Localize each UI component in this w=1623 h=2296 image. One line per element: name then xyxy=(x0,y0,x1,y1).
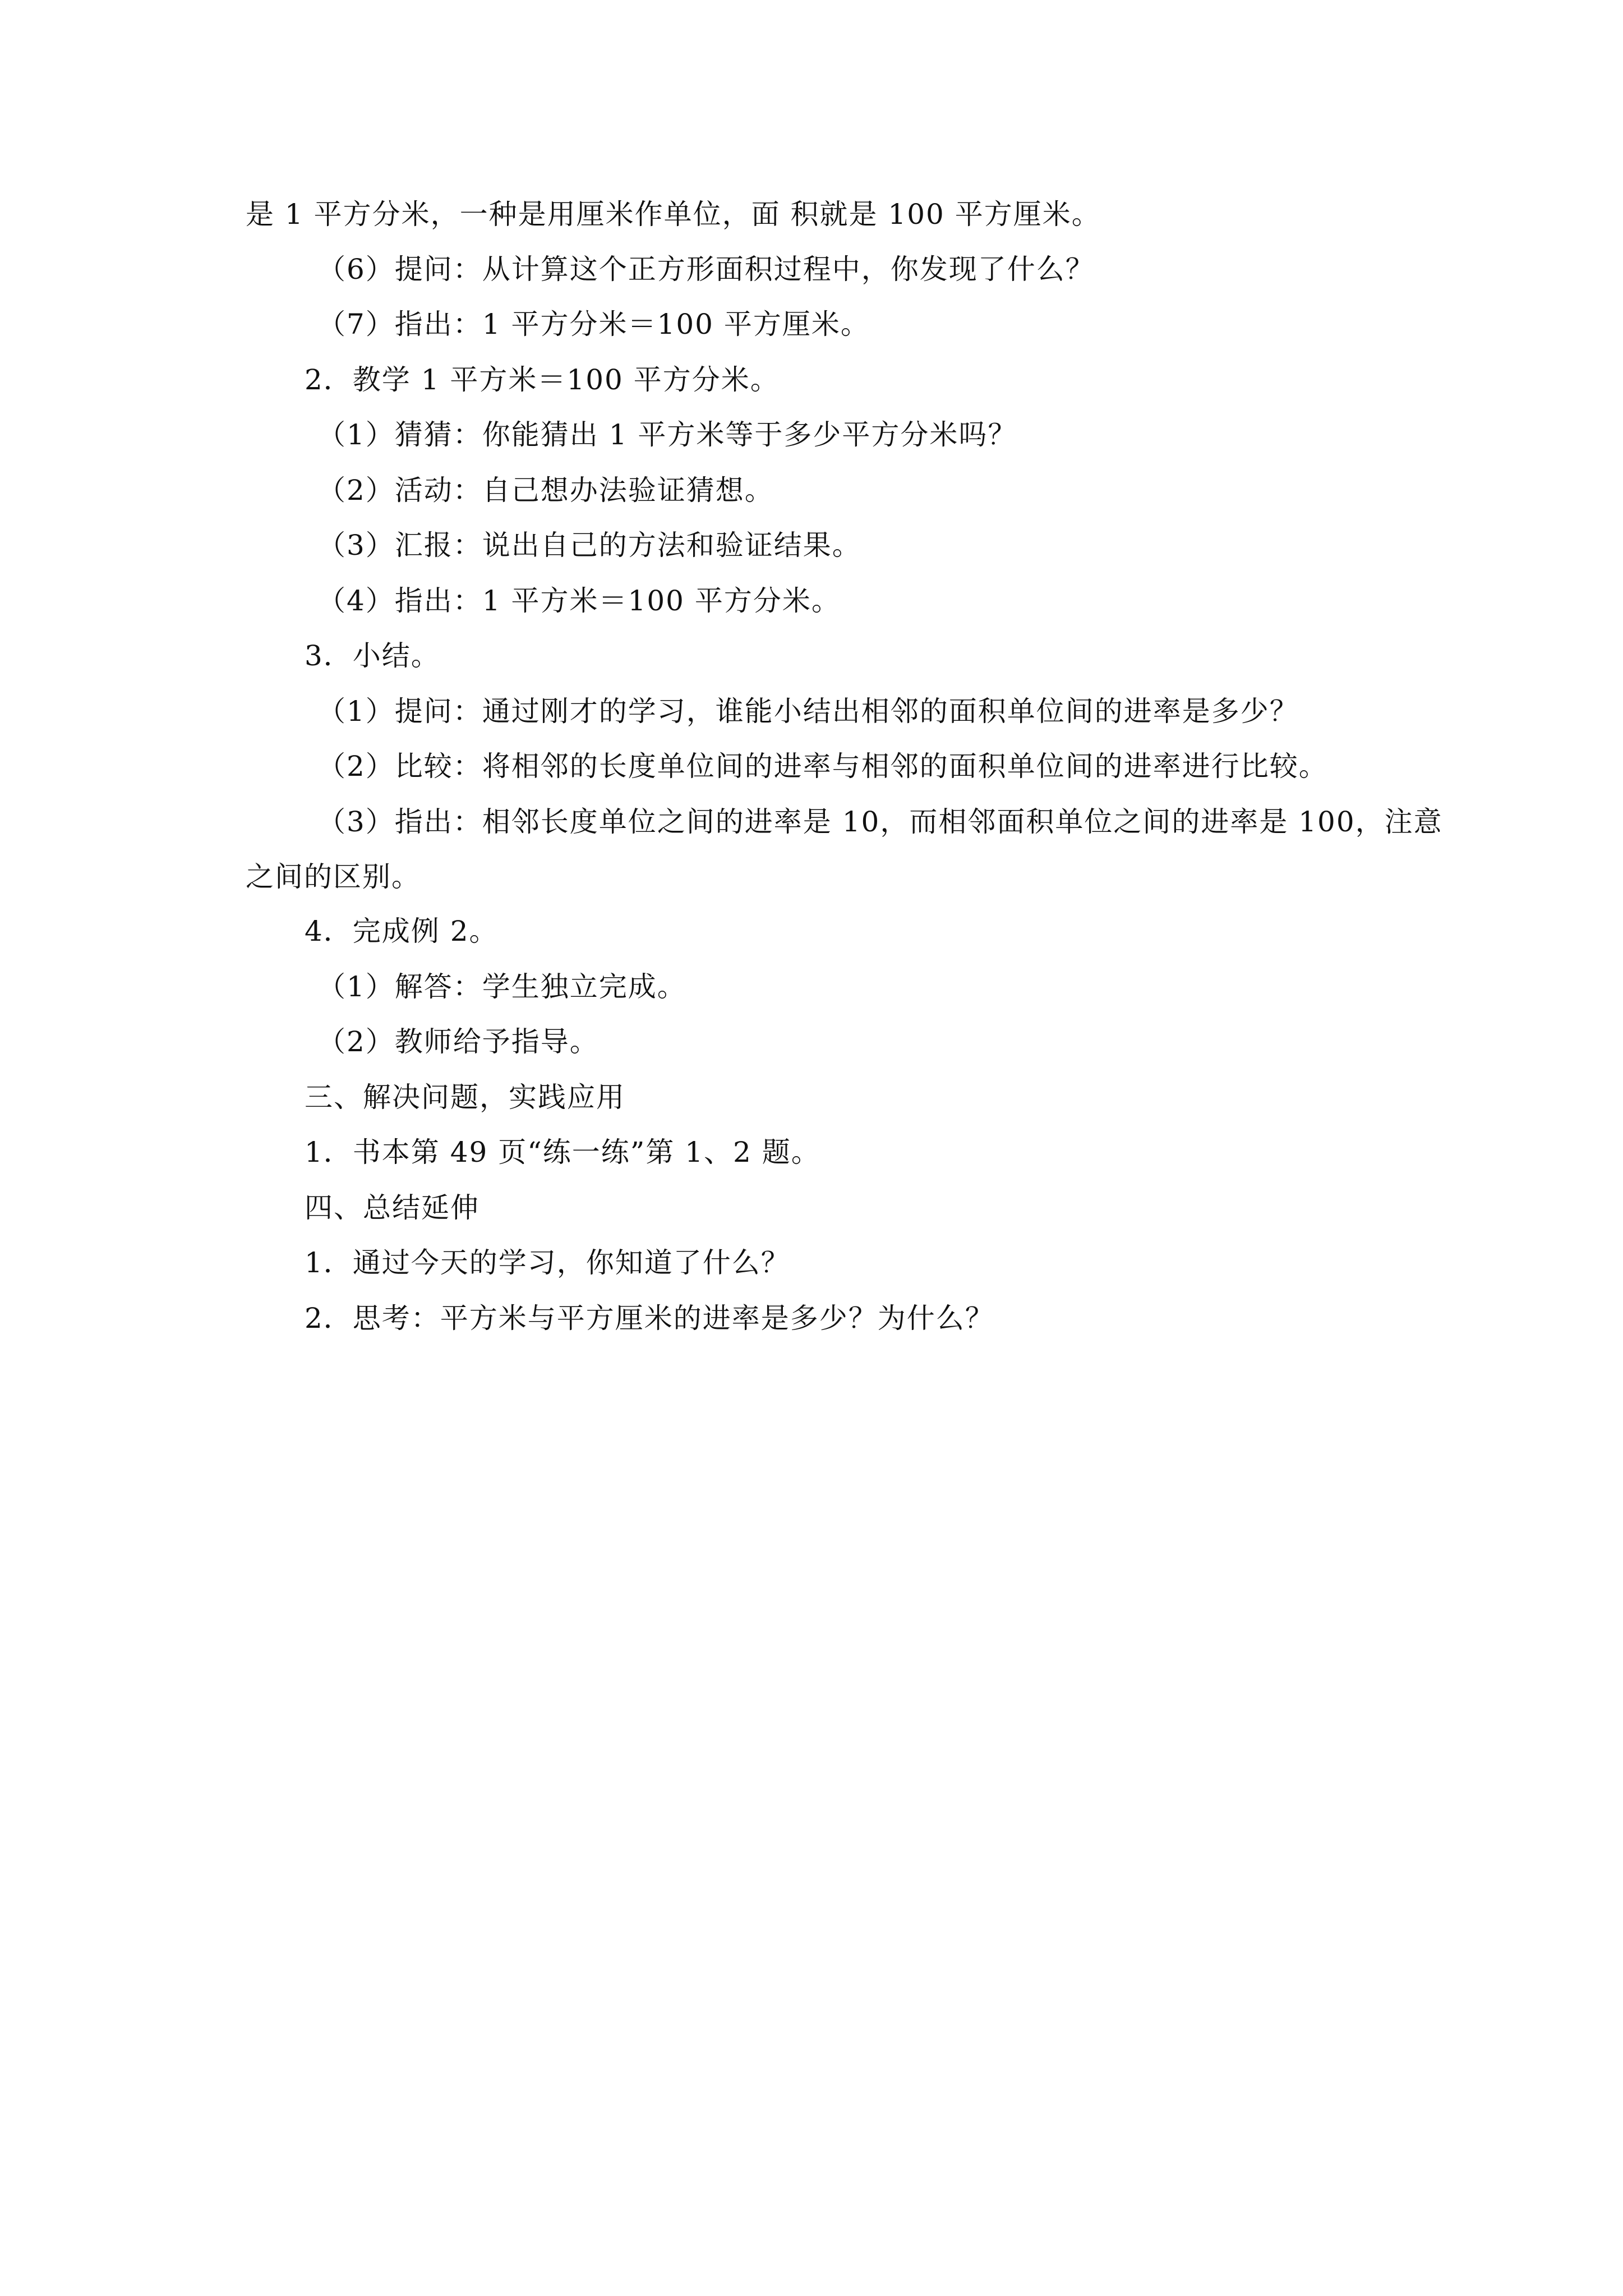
text-line: 1．通过今天的学习，你知道了什么？ xyxy=(305,1246,790,1279)
text-line: 2．思考：平方米与平方厘米的进率是多少？为什么？ xyxy=(305,1302,994,1335)
section-heading: 三、解决问题，实践应用 xyxy=(305,1081,625,1114)
text-line: 2．教学 1 平方米＝100 平方分米。 xyxy=(305,364,780,396)
text-line: （7）指出：1 平方分米＝100 平方厘米。 xyxy=(317,308,870,341)
text-line: （6）提问：从计算这个正方形面积过程中，你发现了什么？ xyxy=(317,253,1095,286)
text-line: （3）汇报：说出自己的方法和验证结果。 xyxy=(317,529,861,562)
text-line: （2）比较：将相邻的长度单位间的进率与相邻的面积单位间的进率进行比较。 xyxy=(317,750,1328,783)
text-line: 之间的区别。 xyxy=(246,861,421,893)
text-line: （1）提问：通过刚才的学习，谁能小结出相邻的面积单位间的进率是多少？ xyxy=(317,695,1299,728)
text-line: （1）猜猜：你能猜出 1 平方米等于多少平方分米吗？ xyxy=(317,418,1017,451)
text-line: （1）解答：学生独立完成。 xyxy=(317,970,686,1003)
text-line: 4．完成例 2。 xyxy=(305,915,499,947)
text-line: （2）教师给予指导。 xyxy=(317,1025,599,1058)
text-line: （4）指出：1 平方米＝100 平方分米。 xyxy=(317,585,841,617)
text-line: 3．小结。 xyxy=(305,639,440,672)
text-line: 是 1 平方分米，一种是用厘米作单位，面 积就是 100 平方厘米。 xyxy=(246,198,1101,231)
text-line: （3）指出：相邻长度单位之间的进率是 10，而相邻面积单位之间的进率是 100，注意 xyxy=(317,806,1443,838)
section-heading: 四、总结延伸 xyxy=(305,1191,479,1224)
text-line: （2）活动：自己想办法验证猜想。 xyxy=(317,474,774,507)
text-line: 1．书本第 49 页“练一练”第 1、2 题。 xyxy=(305,1136,820,1168)
